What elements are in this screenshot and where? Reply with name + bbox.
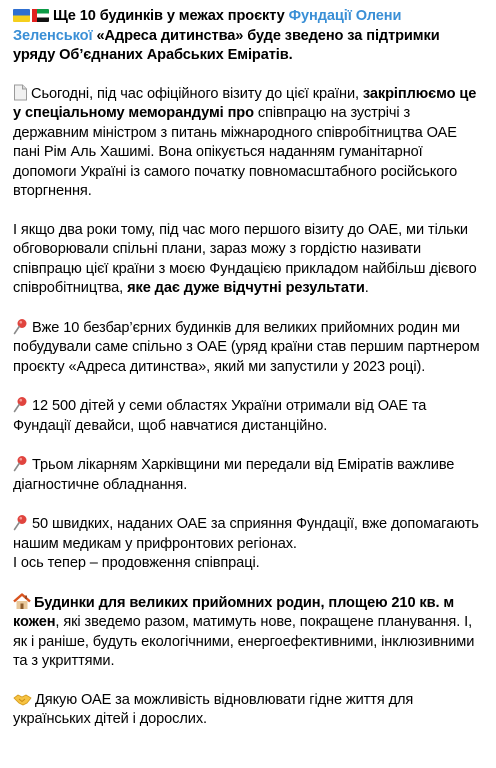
memorandum-text: Сьогодні, під час офіційного візиту до цієї країни, xyxy=(31,85,363,102)
bullet-text: Вже 10 безбар’єрних будинків для великих прийомних родин ми побудували саме спільно з ОАЕ (уряд країни став першим партнером проєкту «Адреса дитинства», який ми запустили у 2023 році). xyxy=(13,319,480,375)
memorandum-bold: закріплюємо це у спеціальному меморандумі про xyxy=(13,85,477,121)
pushpin-icon xyxy=(13,318,29,335)
bullet-text: Трьом лікарням Харківщини ми передали від Еміратів важливе діагностичне обладнання. xyxy=(13,457,455,493)
houses-bold: Будинки для великих прийомних родин, площею 210 кв. м кожен xyxy=(13,594,455,630)
memorandum-paragraph xyxy=(13,84,484,202)
memorandum-text-end: співпрацю на зустрічі з державним міністром з питань міжнародного співробітництва ОАЕ пані Рім Аль Хашимі. Вона опікується наданням гуманітарної допомоги Україні із самого початку повномасштабного російського вторгнення. xyxy=(13,105,458,199)
foundation-link[interactable]: Фундації Олени Зеленської xyxy=(13,8,402,44)
bullet-hospitals xyxy=(13,455,484,495)
thanks-text: Дякую ОАЕ за можливість відновлювати гідне життя для українських дітей і дорослих. xyxy=(13,691,414,727)
handshake-icon xyxy=(13,692,32,707)
bullet-text: 50 швидких, наданих ОАЕ за сприяння Фундації, вже допомагають нашим медикам у прифронтових регіонах. xyxy=(13,516,479,552)
history-text: І якщо два роки тому, під час мого першого візиту до ОАЕ, ми тільки обговорювали спільні плани, зараз можу з гордістю називати співпрацю цієї країни з моєю Фундацією прикладом найбільш дієвого співробітництва, xyxy=(13,221,477,296)
uae-flag-icon xyxy=(32,9,49,22)
houses-text: , які зведемо разом, матимуть нове, покращене планування. І, як і раніше, будуть екологічними, енергоефективними, інклюзивними та з укриттями. xyxy=(13,614,475,669)
intro-paragraph xyxy=(13,7,484,66)
thanks-paragraph xyxy=(13,691,484,730)
document-icon xyxy=(13,84,28,101)
pushpin-icon xyxy=(13,514,29,531)
pushpin-icon xyxy=(13,455,29,472)
history-end: . xyxy=(364,280,369,296)
history-bold: яке дає дуже відчутні результати xyxy=(127,280,365,296)
houses-paragraph xyxy=(13,593,484,672)
continuation-text: І ось тепер – продовження співпраці. xyxy=(13,555,260,571)
ukraine-flag-icon xyxy=(13,9,30,22)
intro-text-end: «Адреса дитинства» буде зведено за підтримки уряду Об’єднаних Арабських Еміратів. xyxy=(13,27,440,63)
house-icon xyxy=(13,593,31,610)
bullet-devices xyxy=(13,396,484,436)
bullet-text: 12 500 дітей у семи областях України отримали від ОАЕ та Фундації девайси, щоб навчатися дистанційно. xyxy=(13,398,427,434)
bullet-houses xyxy=(13,318,484,378)
intro-text: Ще 10 будинків у межах проєкту xyxy=(53,8,289,24)
pushpin-icon xyxy=(13,396,29,413)
bullet-ambulances xyxy=(13,514,484,574)
history-paragraph xyxy=(13,221,484,299)
